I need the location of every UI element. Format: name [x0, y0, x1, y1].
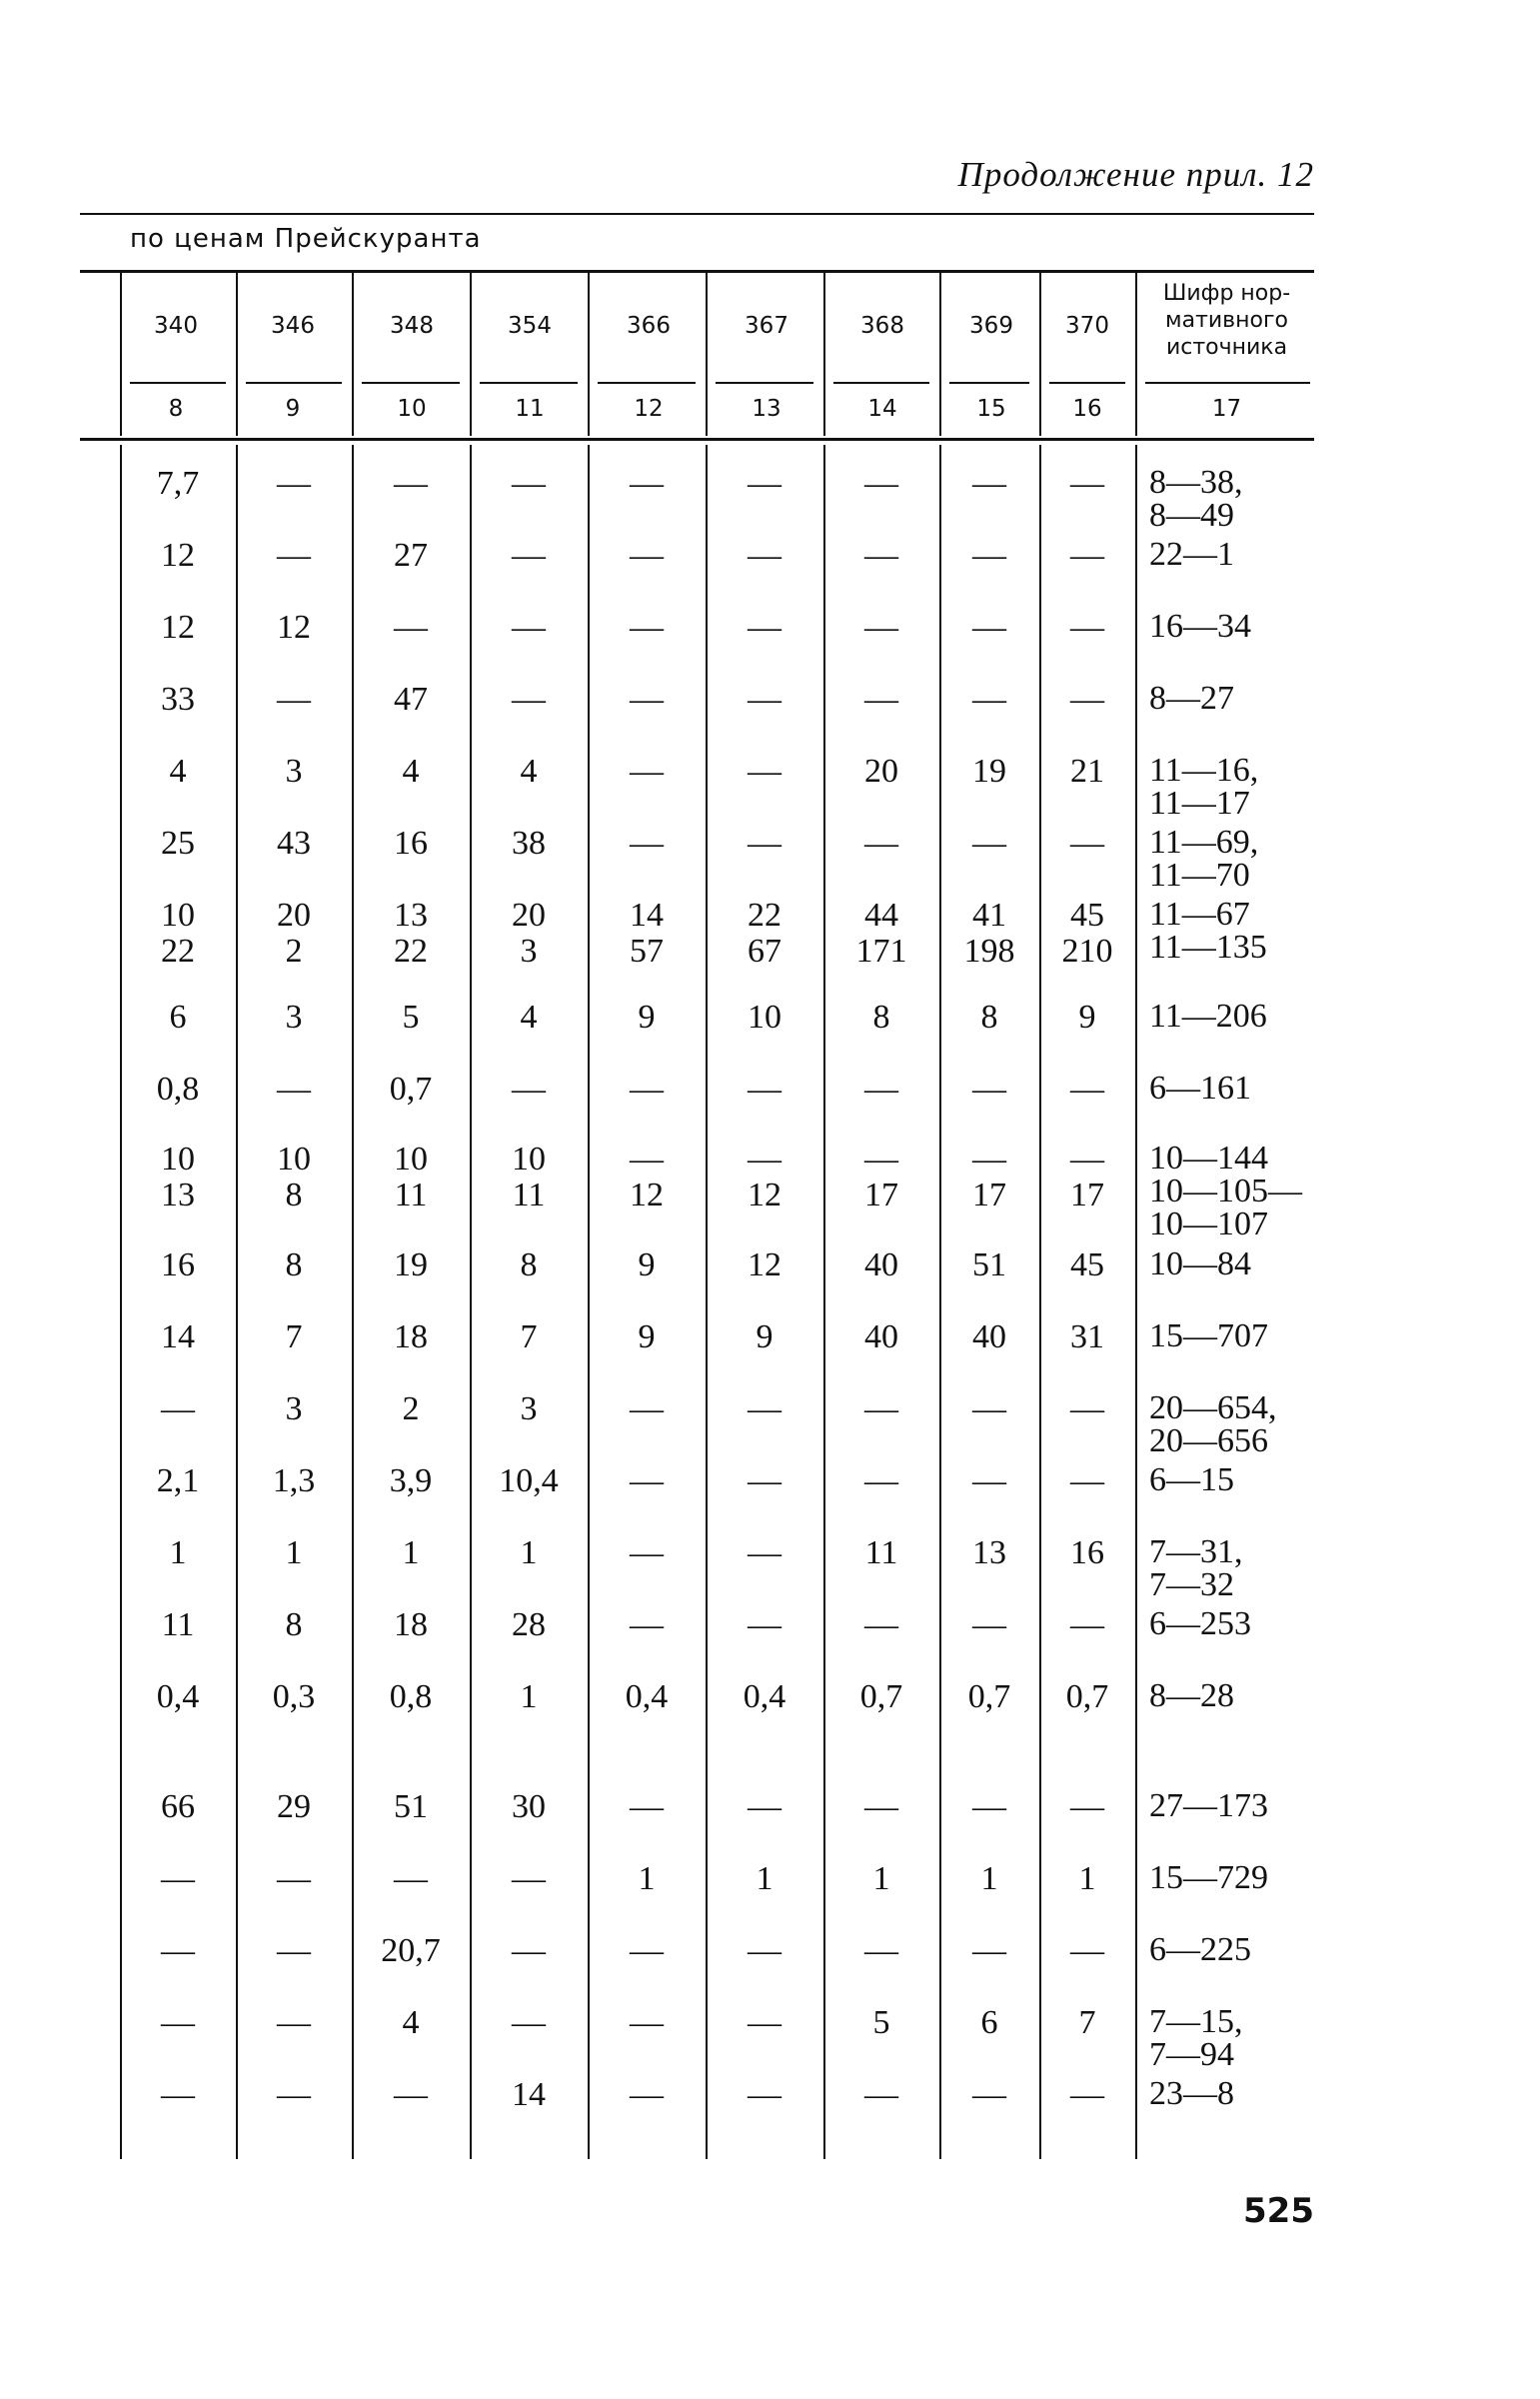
table-cell: 4 [520, 999, 538, 1036]
source-code: 15—707 [1149, 1317, 1268, 1354]
column-divider-header [352, 273, 354, 436]
table-cell: — [630, 753, 664, 790]
source-code: 7—15, 7—94 [1149, 2003, 1243, 2073]
table-cell: — [277, 1932, 311, 1969]
table-cell: — [748, 1788, 781, 1825]
table-cell: — [972, 1788, 1006, 1825]
source-code: 7—31, 7—32 [1149, 1533, 1243, 1603]
table-cell: 45 [1070, 1246, 1104, 1283]
table-cell: — [277, 1860, 311, 1897]
table-cell: 3 [285, 999, 303, 1036]
table-cell: — [864, 1071, 898, 1108]
table-cell: — 17 [972, 1141, 1006, 1213]
table-cell: — [1070, 825, 1104, 862]
column-divider [1135, 445, 1137, 2159]
table-cell: — [864, 2076, 898, 2113]
source-code: 11—206 [1149, 998, 1267, 1035]
header-underline [716, 382, 813, 384]
source-code: 6—225 [1149, 1931, 1251, 1968]
table-cell: — [512, 2004, 546, 2041]
table-cell: — [277, 1071, 311, 1108]
rule-header [80, 270, 1314, 273]
table-cell: — 12 [630, 1141, 664, 1213]
table-cell: 1 [169, 1534, 187, 1571]
rule-body-top [80, 438, 1314, 441]
column-divider-header [588, 273, 590, 436]
table-cell: 10 11 [512, 1141, 546, 1213]
column-divider [470, 445, 472, 2159]
table-cell: 33 [161, 681, 195, 718]
table-cell: — [972, 1071, 1006, 1108]
table-cell: — [748, 1071, 781, 1108]
source-code: 11—16, 11—17 [1149, 752, 1259, 822]
table-cell: — [630, 1534, 664, 1571]
table-cell: — [972, 681, 1006, 718]
table-cell: — [277, 537, 311, 574]
table-cell: 0,4 [625, 1678, 669, 1715]
table-cell: 1 [520, 1534, 538, 1571]
table-cell: — [748, 825, 781, 862]
table-cell: — [864, 1788, 898, 1825]
table-cell: — 12 [748, 1141, 781, 1213]
header-underline [1145, 382, 1310, 384]
column-divider [120, 445, 122, 2159]
table-cell: — [1070, 1788, 1104, 1825]
table-cell: — [161, 1932, 195, 1969]
table-cell: 9 [756, 1318, 773, 1355]
table-cell: — [394, 1860, 428, 1897]
table-cell: — 17 [864, 1141, 898, 1213]
table-cell: 4 [169, 753, 187, 790]
column-header: 370 [1065, 313, 1109, 339]
table-cell: 4 [520, 753, 538, 790]
table-cell: 5 [402, 999, 420, 1036]
column-header: 368 [860, 313, 904, 339]
table-cell: — [277, 2004, 311, 2041]
table-cell: 20 2 [277, 897, 311, 970]
table-cell: — [972, 825, 1006, 862]
table-cell: — [630, 2004, 664, 2041]
table-cell: 8 [285, 1606, 303, 1643]
table-cell: 41 198 [963, 897, 1015, 970]
table-cell: 51 [394, 1788, 428, 1825]
table-cell: — [630, 1071, 664, 1108]
table-cell: 9 [638, 1318, 656, 1355]
table-cell: — [972, 609, 1006, 646]
column-number: 9 [285, 396, 301, 422]
header-underline [362, 382, 460, 384]
table-cell: 28 [512, 1606, 546, 1643]
table-cell: 0,3 [272, 1678, 316, 1715]
table-cell: 16 [1070, 1534, 1104, 1571]
table-cell: — [277, 2076, 311, 2113]
table-cell: — [630, 825, 664, 862]
table-cell: 3 [285, 1390, 303, 1427]
column-number: 11 [515, 396, 545, 422]
column-header: 366 [627, 313, 671, 339]
table-cell: 9 [638, 1246, 656, 1283]
header-underline [949, 382, 1029, 384]
table-cell: — [748, 1606, 781, 1643]
table-cell: 12 [161, 537, 195, 574]
table-cell: — [630, 2076, 664, 2113]
table-cell: 18 [394, 1318, 428, 1355]
table-cell: — [748, 2076, 781, 2113]
column-header: 354 [508, 313, 552, 339]
table-cell: 22 67 [748, 897, 781, 970]
table-cell: 12 [277, 609, 311, 646]
column-header: 348 [390, 313, 434, 339]
table-cell: — [748, 681, 781, 718]
column-divider [352, 445, 354, 2159]
source-code: 23—8 [1149, 2075, 1234, 2112]
table-cell: 40 [864, 1318, 898, 1355]
table-cell: — [864, 1606, 898, 1643]
source-code: 10—144 10—105— 10—107 [1149, 1140, 1302, 1242]
column-divider [706, 445, 708, 2159]
table-cell: — [161, 2076, 195, 2113]
column-divider [823, 445, 825, 2159]
column-divider-header [1039, 273, 1041, 436]
table-cell: — [1070, 1606, 1104, 1643]
source-column-header: Шифр нор- мативного источника [1162, 281, 1291, 360]
table-cell: 40 [972, 1318, 1006, 1355]
table-cell: 12 [748, 1246, 781, 1283]
table-cell: 21 [1070, 753, 1104, 790]
table-cell: 14 [161, 1318, 195, 1355]
source-code: 8—28 [1149, 1677, 1234, 1714]
table-cell: 16 [394, 825, 428, 862]
table-cell: 29 [277, 1788, 311, 1825]
table-cell: — [394, 465, 428, 502]
table-cell: 1 [872, 1860, 890, 1897]
table-cell: 0,7 [967, 1678, 1011, 1715]
table-cell: 5 [872, 2004, 890, 2041]
table-cell: 19 [972, 753, 1006, 790]
table-cell: — 17 [1070, 1141, 1104, 1213]
table-cell: — [1070, 537, 1104, 574]
table-cell: — [1070, 1932, 1104, 1969]
table-cell: 1 [756, 1860, 773, 1897]
table-cell: 1 [285, 1534, 303, 1571]
page-title: Продолжение прил. 12 [957, 155, 1314, 194]
table-cell: 38 [512, 825, 546, 862]
table-cell: — [748, 1390, 781, 1427]
column-divider-header [236, 273, 238, 436]
column-number: 16 [1072, 396, 1102, 422]
table-cell: 10 8 [277, 1141, 311, 1213]
column-divider-header [823, 273, 825, 436]
table-cell: — [630, 681, 664, 718]
table-cell: — [864, 681, 898, 718]
column-header: 367 [745, 313, 788, 339]
column-divider [236, 445, 238, 2159]
table-cell: 8 [520, 1246, 538, 1283]
table-cell: 45 210 [1061, 897, 1113, 970]
table-cell: 20,7 [381, 1932, 441, 1969]
table-cell: — [864, 609, 898, 646]
source-column-number: 17 [1211, 396, 1242, 422]
table-cell: — [972, 2076, 1006, 2113]
table-cell: 13 22 [394, 897, 428, 970]
table-cell: — [864, 1390, 898, 1427]
table-cell: — [630, 1788, 664, 1825]
table-cell: 1,3 [272, 1462, 316, 1499]
table-cell: — [748, 1534, 781, 1571]
source-code: 16—34 [1149, 608, 1251, 645]
table-cell: — [748, 753, 781, 790]
table-cell: — [512, 681, 546, 718]
table-cell: 3 [285, 753, 303, 790]
table-cell: — [864, 537, 898, 574]
table-cell: — [630, 1932, 664, 1969]
table-cell: 0,7 [859, 1678, 903, 1715]
column-number: 12 [634, 396, 664, 422]
table-cell: 1 [402, 1534, 420, 1571]
rule-top [80, 213, 1314, 215]
table-cell: — [630, 609, 664, 646]
header-underline [130, 382, 226, 384]
table-cell: — [972, 1390, 1006, 1427]
table-cell: — [512, 1932, 546, 1969]
table-cell: — [630, 465, 664, 502]
table-cell: 40 [864, 1246, 898, 1283]
table-cell: — [864, 825, 898, 862]
table-cell: 0,4 [156, 1678, 200, 1715]
column-number: 8 [168, 396, 184, 422]
table-cell: — [512, 537, 546, 574]
table-cell: — [161, 2004, 195, 2041]
table-cell: 11 [864, 1534, 898, 1571]
source-code: 8—38, 8—49 [1149, 464, 1243, 534]
table-cell: 16 [161, 1246, 195, 1283]
table-cell: — [1070, 1462, 1104, 1499]
table-cell: 11 [161, 1606, 195, 1643]
table-cell: 44 171 [855, 897, 907, 970]
column-divider [588, 445, 590, 2159]
table-cell: — [972, 1932, 1006, 1969]
table-cell: 66 [161, 1788, 195, 1825]
table-cell: 6 [169, 999, 187, 1036]
table-cell: 7 [1078, 2004, 1096, 2041]
table-cell: 3 [520, 1390, 538, 1427]
source-code: 6—161 [1149, 1070, 1251, 1107]
column-number: 15 [976, 396, 1006, 422]
table-cell: — [1070, 465, 1104, 502]
table-cell: — [512, 1860, 546, 1897]
header-underline [480, 382, 578, 384]
table-cell: 1 [980, 1860, 998, 1897]
table-cell: — [630, 537, 664, 574]
table-cell: 19 [394, 1246, 428, 1283]
table-cell: — [394, 2076, 428, 2113]
table-cell: 8 [285, 1246, 303, 1283]
table-cell: 31 [1070, 1318, 1104, 1355]
table-cell: — [864, 1932, 898, 1969]
table-cell: 0,4 [743, 1678, 786, 1715]
column-divider-header [120, 273, 122, 436]
table-cell: 30 [512, 1788, 546, 1825]
table-cell: 0,7 [1065, 1678, 1109, 1715]
table-cell: 8 [872, 999, 890, 1036]
table-cell: 10 [748, 999, 781, 1036]
table-cell: 47 [394, 681, 428, 718]
table-cell: 1 [1078, 1860, 1096, 1897]
table-cell: — [864, 1462, 898, 1499]
table-cell: 7 [285, 1318, 303, 1355]
table-cell: — [1070, 1390, 1104, 1427]
table-cell: 10 22 [161, 897, 195, 970]
table-cell: 8 [980, 999, 998, 1036]
source-code: 8—27 [1149, 680, 1234, 717]
source-code: 22—1 [1149, 536, 1234, 573]
table-cell: 18 [394, 1606, 428, 1643]
table-cell: 2,1 [156, 1462, 200, 1499]
table-cell: 12 [161, 609, 195, 646]
table-cell: — [1070, 2076, 1104, 2113]
table-subheader: по ценам Прейскуранта [130, 224, 482, 254]
table-cell: — [748, 1462, 781, 1499]
column-header: 369 [969, 313, 1013, 339]
column-number: 13 [752, 396, 781, 422]
table-cell: 25 [161, 825, 195, 862]
table-cell: — [394, 609, 428, 646]
page-number: 525 [1243, 2191, 1314, 2231]
table-cell: 9 [638, 999, 656, 1036]
table-cell: 14 57 [630, 897, 664, 970]
header-underline [598, 382, 696, 384]
table-cell: — [277, 465, 311, 502]
column-divider-header [1135, 273, 1137, 436]
table-cell: — [1070, 609, 1104, 646]
table-cell: — [748, 537, 781, 574]
table-cell: — [1070, 681, 1104, 718]
table-cell: — [512, 465, 546, 502]
table-cell: 27 [394, 537, 428, 574]
source-code: 15—729 [1149, 1859, 1268, 1896]
header-underline [246, 382, 342, 384]
table-cell: — [972, 465, 1006, 502]
column-number: 10 [397, 396, 427, 422]
column-divider-header [706, 273, 708, 436]
table-cell: — [277, 681, 311, 718]
table-cell: — [512, 1071, 546, 1108]
table-cell: 4 [402, 753, 420, 790]
table-cell: — [972, 537, 1006, 574]
table-cell: 4 [402, 2004, 420, 2041]
table-cell: — [630, 1606, 664, 1643]
table-cell: 13 [972, 1534, 1006, 1571]
source-code: 27—173 [1149, 1787, 1268, 1824]
source-code: 10—84 [1149, 1245, 1251, 1282]
header-underline [833, 382, 929, 384]
table-cell: — [748, 609, 781, 646]
table-cell: 14 [512, 2076, 546, 2113]
source-code: 6—253 [1149, 1605, 1251, 1642]
table-cell: 2 [402, 1390, 420, 1427]
table-cell: 0,7 [389, 1071, 433, 1108]
table-cell: — [748, 465, 781, 502]
table-cell: 7 [520, 1318, 538, 1355]
table-cell: 43 [277, 825, 311, 862]
column-number: 14 [867, 396, 897, 422]
table-cell: 1 [520, 1678, 538, 1715]
table-cell: — [972, 1606, 1006, 1643]
table-cell: 20 3 [512, 897, 546, 970]
source-code: 11—69, 11—70 [1149, 824, 1259, 894]
table-cell: — [748, 2004, 781, 2041]
table-cell: — [1070, 1071, 1104, 1108]
column-divider-header [470, 273, 472, 436]
table-cell: 51 [972, 1246, 1006, 1283]
table-cell: 10 11 [394, 1141, 428, 1213]
table-cell: 3,9 [389, 1462, 433, 1499]
column-divider-header [939, 273, 941, 436]
table-cell: 1 [638, 1860, 656, 1897]
table-cell: — [161, 1390, 195, 1427]
source-code: 11—67 11—135 [1149, 896, 1267, 966]
table-cell: 7,7 [156, 465, 200, 502]
table-cell: — [630, 1462, 664, 1499]
table-cell: 0,8 [389, 1678, 433, 1715]
column-header: 346 [271, 313, 315, 339]
table-cell: — [972, 1462, 1006, 1499]
header-underline [1049, 382, 1125, 384]
source-code: 20—654, 20—656 [1149, 1389, 1277, 1459]
table-cell: 6 [980, 2004, 998, 2041]
table-cell: — [864, 465, 898, 502]
table-cell: 10 13 [161, 1141, 195, 1213]
column-header: 340 [154, 313, 198, 339]
table-cell: — [161, 1860, 195, 1897]
table-cell: 9 [1078, 999, 1096, 1036]
table-cell: — [512, 609, 546, 646]
table-cell: 0,8 [156, 1071, 200, 1108]
column-divider [1039, 445, 1041, 2159]
table-cell: — [748, 1932, 781, 1969]
source-code: 6—15 [1149, 1461, 1234, 1498]
table-cell: 10,4 [499, 1462, 559, 1499]
table-cell: 20 [864, 753, 898, 790]
table-cell: — [630, 1390, 664, 1427]
column-divider [939, 445, 941, 2159]
